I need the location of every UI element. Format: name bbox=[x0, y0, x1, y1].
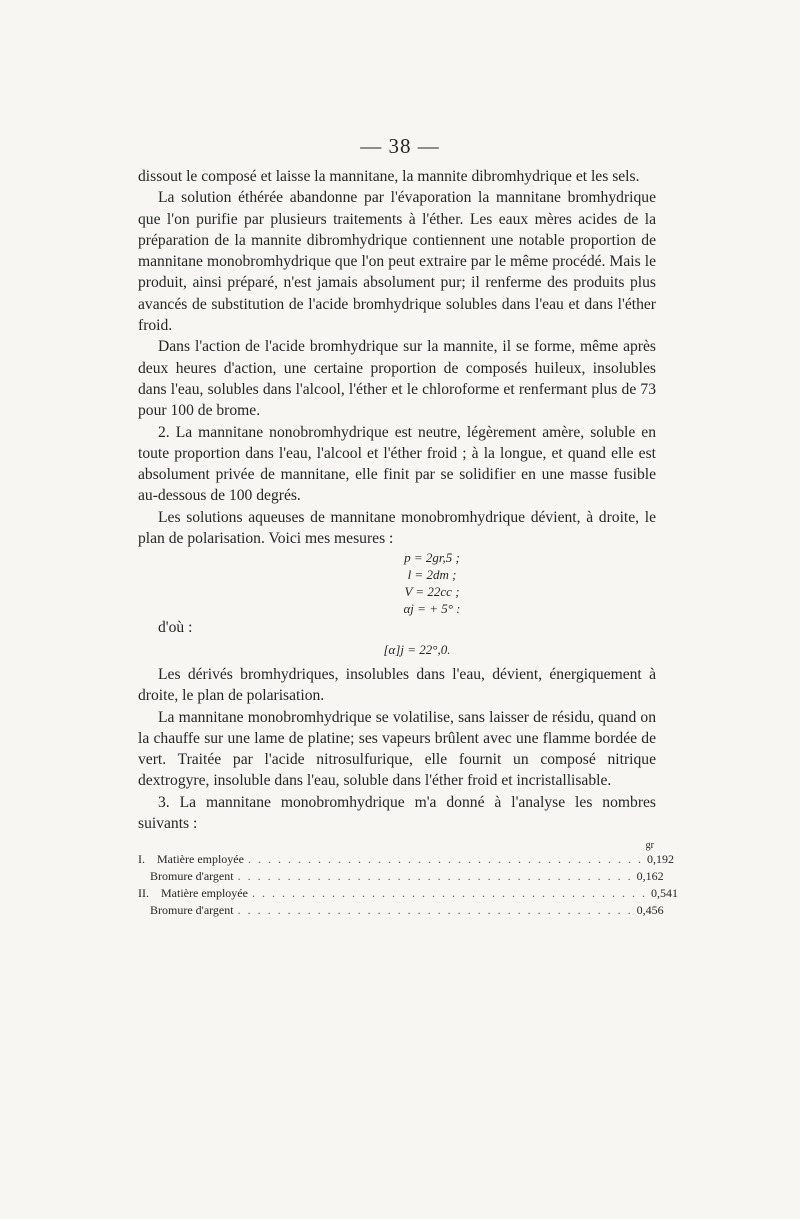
row-value: 0,192 bbox=[646, 852, 674, 867]
row-number: I. bbox=[138, 852, 145, 867]
paragraph: Les solutions aqueuses de mannitane monobromhydrique dévient, à droite, le plan de polarisation. Voici mes mesures : bbox=[138, 508, 656, 548]
paragraph: 2. La mannitane nonobromhydrique est neutre, légèrement amère, soluble en toute proportion dans l'eau, l'alcool et l'éther froid ; à la longue, et quand elle est absolument privée de mannitane, elle finit par se solidifier en une masse fusible au-dessous de 100 degrés. bbox=[138, 423, 656, 505]
analysis-row bbox=[138, 902, 664, 919]
measure-v: V = 22cc ; bbox=[404, 584, 460, 600]
row-label: Matière employée bbox=[161, 886, 248, 901]
row-label: Bromure d'argent bbox=[150, 903, 234, 918]
paragraph: La solution éthérée abandonne par l'évaporation la mannitane bromhydrique que l'on purifie par plusieurs traitements à l'éther. Les eaux mères acides de la préparation de la mannite dibromhydrique contiennent une notable proportion de mannitane monobromhydrique que l'on peut extraire par le même procédé. Mais le produit, ainsi préparé, n'est jamais absolument pur; il renferme des produits plus avancés de substitution de l'acide bromhydrique solubles dans l'eau et dans l'éther froid. bbox=[138, 189, 656, 335]
row-value: 0,456 bbox=[636, 903, 664, 918]
leader-dots: . . . . . . . . . . . . . . . . . . . . . . . . . . . . . . . . . . . . . . . . bbox=[237, 869, 633, 884]
paragraph: La mannitane monobromhydrique se volatilise, sans laisser de résidu, quand on la chauffe sur une lame de platine; ses vapeurs brûlent avec une flamme bordée de vert. Traitée par l'acide nitrosulfurique, elle fournit un composé nitrique dextrogyre, insoluble dans l'eau, soluble dans l'éther froid et incristallisable. bbox=[138, 708, 656, 790]
paragraph: 3. La mannitane monobromhydrique m'a donné à l'analyse les nombres suivants : bbox=[138, 793, 656, 833]
analysis-table bbox=[138, 840, 678, 919]
leader-dots: . . . . . . . . . . . . . . . . . . . . . . . . . . . . . . . . . . . . . . . . bbox=[247, 852, 643, 867]
row-label: Bromure d'argent bbox=[150, 869, 234, 884]
measure-l: l = 2dm ; bbox=[407, 567, 457, 583]
row-label: Matière employée bbox=[157, 852, 244, 867]
measure-p: p = 2gr,5 ; bbox=[404, 550, 460, 566]
paragraph: Dans l'action de l'acide bromhydrique sur la mannite, il se forme, même après deux heures d'action, une certaine proportion de composés huileux, insolubles dans l'eau, solubles dans l'alcool, l'éther et le chloroforme et renfermant plus de 73 pour 100 de brome. bbox=[138, 338, 656, 420]
row-number: II. bbox=[138, 886, 149, 901]
rotation-result: [α]j = 22°,0. bbox=[383, 641, 451, 657]
paragraph: dissout le composé et laisse la mannitane, la mannite dibromhydrique et les sels. bbox=[138, 168, 640, 185]
paragraph: Les dérivés bromhydriques, insolubles dans l'eau, dévient, énergiquement à droite, le plan de polarisation. bbox=[138, 665, 656, 705]
analysis-row bbox=[138, 868, 664, 885]
row-value: 0,541 bbox=[650, 886, 678, 901]
page-number: — 38 — bbox=[360, 134, 440, 158]
dou-label: d'où : bbox=[158, 619, 193, 637]
measurements bbox=[138, 549, 656, 617]
unit-label: gr bbox=[645, 840, 654, 852]
row-value: 0,162 bbox=[636, 869, 664, 884]
measure-alpha: αj = + 5° : bbox=[403, 601, 461, 617]
analysis-row bbox=[138, 885, 678, 902]
leader-dots: . . . . . . . . . . . . . . . . . . . . . . . . . . . . . . . . . . . . . . . . bbox=[237, 903, 633, 918]
leader-dots: . . . . . . . . . . . . . . . . . . . . . . . . . . . . . . . . . . . . . . . . bbox=[251, 886, 647, 901]
body-text bbox=[138, 166, 678, 919]
analysis-row bbox=[138, 851, 674, 868]
